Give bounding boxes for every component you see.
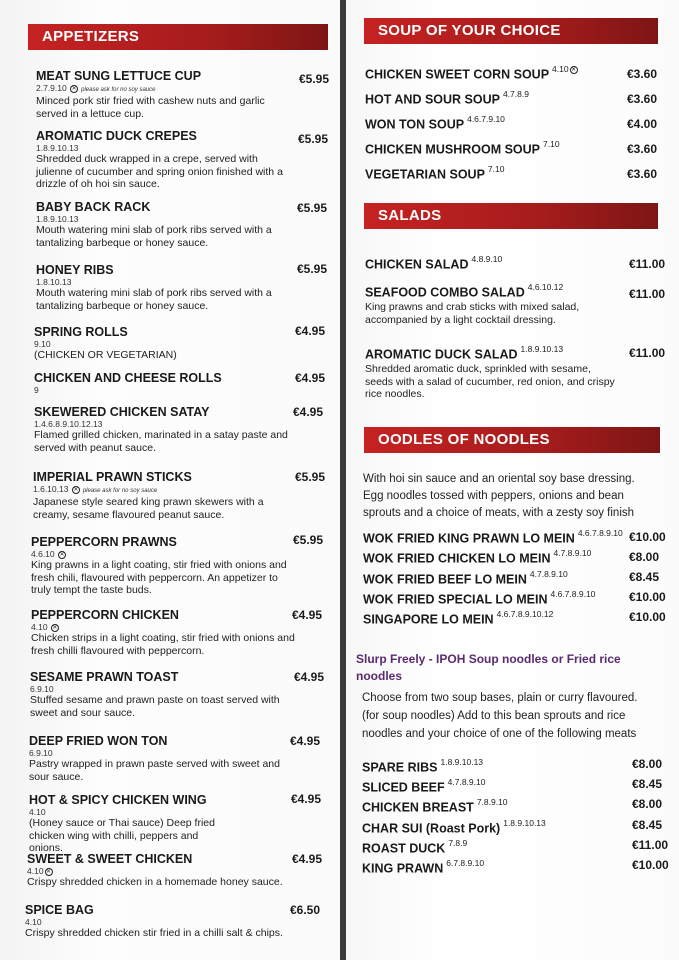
item-name: BABY BACK RACK — [36, 200, 151, 214]
menu-item — [30, 670, 292, 719]
allergen-codes: 6.9.10 — [30, 684, 54, 694]
item-note: please ask for no soy sauce — [82, 488, 158, 494]
menu-item — [363, 548, 591, 567]
menu-item — [362, 797, 508, 816]
soup-banner: SOUP OF YOUR CHOICE — [364, 18, 658, 44]
item-name: AROMATIC DUCK SALAD — [365, 347, 518, 362]
item-name: DEEP FRIED WON TON — [29, 734, 168, 748]
allergen-codes: 7.8.9.10 — [476, 797, 508, 807]
item-name: KING PRAWN — [362, 861, 444, 876]
intro-line: (for soup noodles) Add to this bean sprouts and rice — [362, 710, 626, 722]
menu-item — [362, 818, 546, 837]
allergen-codes: 9.10 — [34, 339, 51, 349]
allergen-codes: 1.8.10.13 — [36, 277, 72, 287]
item-price: €5.95 — [295, 470, 326, 484]
allergen-codes: 7.8.9 — [448, 838, 468, 848]
no-soy-icon: ✕ — [73, 486, 79, 493]
item-name: CHAR SUI (Roast Pork) — [362, 821, 501, 836]
menu-item — [362, 757, 483, 776]
item-name: SPRING ROLLS — [34, 325, 128, 339]
menu-item — [36, 200, 291, 249]
item-name: WOK FRIED SPECIAL LO MEIN — [363, 592, 548, 607]
item-price: €11.00 — [629, 257, 666, 271]
item-price: €3.60 — [627, 167, 658, 181]
item-price: €4.95 — [292, 852, 323, 866]
allergen-codes: 1.6.10.13 ✕ please ask for no soy sauce — [33, 484, 158, 494]
no-soy-icon: ✕ — [71, 85, 77, 92]
item-note: please ask for no soy sauce — [81, 87, 156, 93]
menu-item — [362, 838, 467, 857]
allergen-codes: 4.10 ✕ — [31, 622, 58, 632]
menu-item — [31, 535, 293, 597]
item-name: SESAME PRAWN TOAST — [30, 670, 179, 684]
menu-item — [365, 89, 529, 108]
item-description: Pastry wrapped in prawn paste served with sweet and sour sauce. — [29, 758, 280, 783]
item-name: WON TON SOUP — [365, 117, 465, 132]
item-description: Shredded duck wrapped in a crepe, served with julienne of cucumber and spring onion finished with a drizzle of oh hoi sin sauce. — [36, 153, 283, 190]
right-menu-page — [346, 0, 679, 960]
item-name: SKEWERED CHICKEN SATAY — [34, 405, 210, 419]
slurp-heading-line: noodles — [356, 669, 403, 683]
menu-item — [31, 608, 301, 657]
item-name: CHICKEN BREAST — [362, 800, 474, 815]
item-name: CHICKEN SALAD — [365, 257, 469, 272]
item-description: Japanese style seared king prawn skewers with a creamy, sesame flavoured peanut sauce. — [33, 496, 264, 521]
item-name: IMPERIAL PRAWN STICKS — [33, 470, 192, 484]
no-soy-icon: ✕ — [59, 551, 65, 558]
item-price: €10.00 — [629, 590, 666, 604]
menu-item — [27, 852, 317, 889]
menu-item — [363, 589, 595, 608]
allergen-codes: 9 — [34, 385, 39, 395]
item-price: €3.60 — [627, 67, 658, 81]
allergen-codes: 4.7.8.9.10 — [553, 548, 592, 558]
item-name: WOK FRIED CHICKEN LO MEIN — [363, 551, 551, 566]
menu-item — [363, 609, 553, 628]
item-price: €4.95 — [291, 792, 322, 806]
item-price: €10.00 — [629, 610, 666, 624]
allergen-codes: 7.10 — [487, 164, 505, 174]
item-name: CHICKEN AND CHEESE ROLLS — [34, 371, 222, 385]
menu-item — [363, 528, 623, 547]
allergen-codes: 1.8.9.10.13 — [503, 818, 546, 828]
item-name: SPICE BAG — [25, 903, 94, 917]
item-description: Flamed grilled chicken, marinated in a satay paste and served with peanut sauce. — [34, 429, 288, 454]
allergen-codes: 4.8.9.10 — [471, 254, 503, 264]
menu-item — [34, 405, 289, 454]
slurp-heading-line: Slurp Freely - IPOH Soup noodles or Fried rice — [356, 652, 621, 666]
item-price: €8.00 — [629, 550, 660, 564]
menu-item — [363, 569, 568, 588]
item-price: €4.95 — [292, 608, 323, 622]
item-description: King prawns and crab sticks with mixed salad, accompanied by a light cocktail dressing. — [365, 301, 580, 326]
item-price: €8.45 — [629, 570, 660, 584]
item-price: €5.95 — [298, 132, 329, 146]
menu-item — [29, 792, 322, 855]
item-description: (CHICKEN OR VEGETARIAN) — [34, 349, 177, 361]
item-name: HOT & SPICY CHICKEN WING — [29, 793, 207, 807]
item-name: AROMATIC DUCK CREPES — [36, 129, 197, 143]
item-price: €6.50 — [290, 903, 321, 917]
allergen-codes: 4.6.7.9.10 — [467, 114, 505, 124]
item-price: €11.00 — [629, 346, 666, 360]
menu-item — [29, 734, 291, 783]
allergen-codes: 4.7.8.9.10 — [447, 777, 486, 787]
salads-banner: SALADS — [364, 203, 658, 229]
allergen-codes: 1.8.9.10.13 — [520, 344, 564, 354]
item-description: Shredded aromatic duck, sprinkled with sesame, seeds with a salad of cucumber, red onion, and crispy rice noodles. — [365, 363, 615, 401]
item-price: €3.60 — [627, 92, 658, 106]
intro-line: noodles and your choice of one of the following meats — [362, 728, 637, 740]
item-price: €3.60 — [627, 142, 658, 156]
item-description: (Honey sauce or Thai sauce) Deep fried chicken wing with chilli, peppers and onions. — [29, 817, 215, 854]
allergen-codes: 2.7.9.10 ✕ please ask for no soy sauce — [36, 83, 156, 93]
item-description: King prawns in a light coating, stir fried with onions and fresh chili, flavoured with peppercorn. An appetizer to truly tempt the taste buds. — [31, 559, 287, 596]
allergen-codes: 1.8.9.10.13 — [440, 757, 484, 767]
appetizers-banner: APPETIZERS — [28, 24, 328, 50]
allergen-codes: 4.10 — [25, 917, 42, 927]
allergen-codes: 7.10 — [543, 139, 560, 149]
item-name: MEAT SUNG LETTUCE CUP — [36, 69, 202, 83]
menu-item — [365, 254, 502, 273]
allergen-codes: 4.7.8.9.10 — [529, 569, 568, 579]
item-description: Mouth watering mini slab of pork ribs served with a tantalizing barbeque or honey sauce. — [36, 224, 272, 249]
allergen-codes: 1.4.6.8.9.10.12.13 — [34, 419, 103, 429]
intro-line: Egg noodles tossed with peppers, onions and bean — [363, 490, 624, 502]
no-soy-icon: ✕ — [52, 624, 58, 631]
item-name: SEAFOOD COMBO SALAD — [365, 285, 525, 300]
allergen-codes: 6.9.10 — [29, 748, 53, 758]
item-description: Chicken strips in a light coating, stir fried with onions and fresh chilli flavoured with peppercorn. — [31, 632, 295, 657]
item-price: €8.45 — [632, 818, 663, 832]
item-name: CHICKEN SWEET CORN SOUP — [365, 67, 550, 82]
menu-item — [362, 777, 485, 796]
menu-item — [365, 114, 505, 133]
item-name: SLICED BEEF — [362, 780, 445, 795]
intro-line: Choose from two soup bases, plain or curry flavoured. — [362, 692, 638, 704]
item-name: SWEET & SWEET CHICKEN — [27, 852, 193, 866]
menu-item — [365, 139, 560, 158]
allergen-codes: 4.6.7.8.9.10 — [577, 528, 623, 538]
item-name: HOT AND SOUR SOUP — [365, 92, 500, 107]
item-description: Crispy shredded chicken stir fried in a chilli salt & chips. — [25, 927, 283, 939]
item-price: €5.95 — [293, 533, 324, 547]
menu-item — [36, 263, 291, 312]
item-price: €5.95 — [297, 262, 328, 276]
no-soy-icon: ✕ — [571, 66, 577, 73]
intro-line: sprouts and a choice of meats, with a zesty soy finish — [363, 507, 635, 519]
menu-item — [365, 64, 578, 83]
item-price: €4.95 — [295, 324, 326, 338]
item-price: €8.00 — [632, 757, 663, 771]
item-name: SPARE RIBS — [362, 760, 438, 775]
item-description: Stuffed sesame and prawn paste on toast served with sweet and sour sauce. — [30, 694, 280, 719]
item-price: €8.45 — [632, 777, 663, 791]
item-price: €11.00 — [629, 287, 666, 301]
item-name: WOK FRIED KING PRAWN LO MEIN — [363, 531, 575, 546]
item-price: €11.00 — [632, 838, 669, 852]
menu-item — [34, 325, 284, 362]
allergen-codes: 4.10 ✕ — [27, 866, 52, 876]
item-name: SINGAPORE LO MEIN — [363, 612, 494, 627]
item-price: €10.00 — [629, 530, 666, 544]
allergen-codes: 4.6.7.8.9.10 — [550, 589, 596, 599]
item-name: CHICKEN MUSHROOM SOUP — [365, 142, 541, 157]
menu-item — [365, 344, 620, 401]
menu-item — [365, 164, 504, 183]
allergen-codes: 4.6.10 ✕ — [31, 549, 65, 559]
slurp-intro — [362, 689, 677, 743]
allergen-codes: 1.8.9.10.13 — [36, 214, 79, 224]
item-name: PEPPERCORN PRAWNS — [31, 535, 177, 549]
noodles-banner: OODLES OF NOODLES — [364, 427, 660, 453]
item-price: €8.00 — [632, 797, 663, 811]
item-name: ROAST DUCK — [362, 841, 446, 856]
noodles-intro — [363, 471, 675, 522]
menu-item — [365, 282, 610, 326]
item-name: HONEY RIBS — [36, 263, 114, 277]
menu-item — [33, 470, 288, 521]
item-price: €4.95 — [295, 371, 326, 385]
item-name: VEGETARIAN SOUP — [365, 167, 485, 182]
item-price: €5.95 — [299, 72, 330, 86]
allergen-codes: 4.10 — [29, 807, 46, 817]
menu-item — [25, 903, 325, 940]
item-price: €4.95 — [293, 405, 324, 419]
menu-item — [34, 371, 284, 395]
allergen-codes: 4.10 ✕ — [552, 64, 577, 74]
item-description: Minced pork stir fried with cashew nuts and garlic served in a lettuce cup. — [36, 95, 265, 120]
allergen-codes: 6.7.8.9.10 — [446, 858, 485, 868]
allergen-codes: 1.8.9.10.13 — [36, 143, 79, 153]
item-name: WOK FRIED BEEF LO MEIN — [363, 572, 527, 587]
item-name: PEPPERCORN CHICKEN — [31, 608, 179, 622]
no-soy-icon: ✕ — [46, 868, 52, 875]
item-description: Crispy shredded chicken in a homemade honey sauce. — [27, 876, 283, 888]
allergen-codes: 4.7.8.9 — [502, 89, 529, 99]
item-price: €5.95 — [297, 201, 328, 215]
menu-item — [362, 858, 484, 877]
item-price: €4.95 — [290, 734, 321, 748]
item-price: €4.00 — [627, 117, 658, 131]
slurp-heading — [356, 651, 676, 685]
menu-item — [36, 69, 291, 120]
item-description: Mouth watering mini slab of pork ribs served with a tantalizing barbeque or honey sauce. — [36, 287, 272, 312]
intro-line: With hoi sin sauce and an oriental soy base dressing. — [363, 473, 635, 485]
allergen-codes: 4.6.10.12 — [527, 282, 564, 292]
item-price: €10.00 — [632, 858, 669, 872]
menu-item — [36, 129, 286, 191]
item-price: €4.95 — [294, 670, 325, 684]
allergen-codes: 4.6.7.8.9.10.12 — [496, 609, 554, 619]
